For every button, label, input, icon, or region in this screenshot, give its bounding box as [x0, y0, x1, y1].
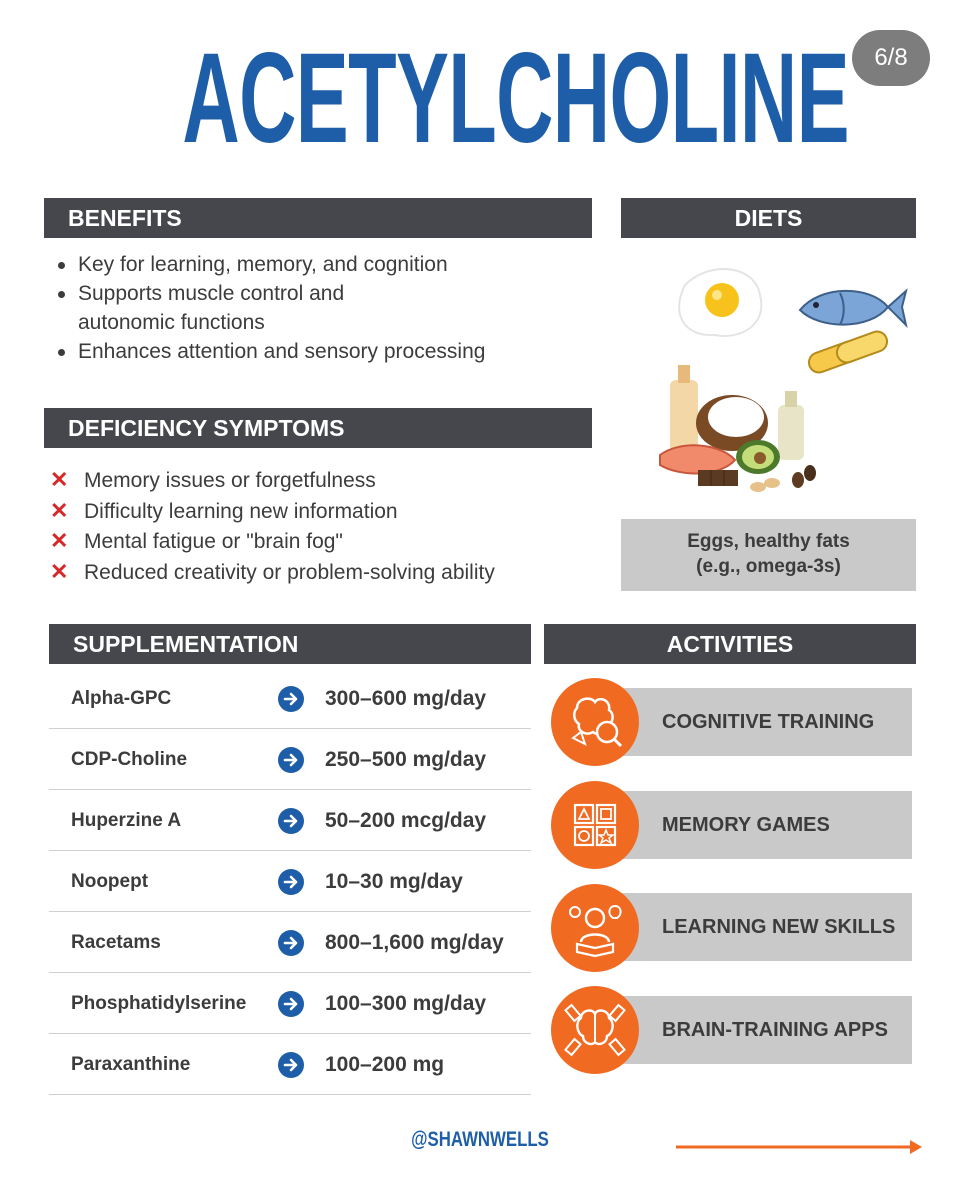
supplement-dose: 250–500 mg/day	[325, 748, 487, 771]
x-mark-icon: ✕	[50, 467, 69, 492]
supplement-dose: 10–30 mg/day	[325, 870, 463, 893]
arrow-right-icon	[278, 1052, 304, 1078]
brain-dumbbell-icon	[551, 986, 639, 1074]
x-mark-icon: ✕	[50, 497, 69, 523]
brain-magnifier-icon	[551, 678, 639, 766]
deficiency-item: ✕ Difficulty learning new information	[50, 496, 610, 527]
deficiency-item: ✕ Mental fatigue or "brain fog"	[50, 526, 610, 557]
activity-icon-circle	[551, 986, 639, 1074]
food-illustration	[640, 255, 920, 495]
avocado-icon	[736, 440, 780, 474]
supplement-dose: 300–600 mg/day	[325, 687, 487, 710]
next-arrow-icon[interactable]	[676, 1136, 926, 1158]
arrow-right-icon	[278, 747, 304, 773]
supplement-row	[49, 912, 531, 973]
benefit-item: Enhances attention and sensory processing	[54, 337, 594, 366]
author-handle[interactable]: @SHAWNWELLS	[411, 1128, 549, 1151]
benefits-header: BENEFITS	[44, 198, 592, 238]
activities-header: ACTIVITIES	[544, 624, 916, 664]
activity-label-bar: MEMORY GAMES	[600, 791, 912, 859]
activity-icon-circle	[551, 781, 639, 869]
benefits-list	[54, 250, 594, 308]
x-mark-icon: ✕	[50, 528, 69, 553]
memory-cards-icon	[551, 781, 639, 869]
page-indicator-badge[interactable]: 6/8	[852, 30, 930, 86]
diets-caption-line: Eggs, healthy fats	[687, 531, 850, 552]
supplement-dose: 50–200 mcg/day	[325, 809, 487, 832]
page-title: ACETYLCHOLINE	[182, 27, 849, 170]
deficiency-list	[50, 465, 610, 587]
supplement-row	[49, 729, 531, 790]
supplement-row	[49, 973, 531, 1034]
supplement-row	[49, 668, 531, 729]
benefit-item: Supports muscle control and	[54, 279, 594, 308]
supplement-dose: 100–300 mg/day	[325, 992, 487, 1015]
diets-caption-line: (e.g., omega-3s)	[696, 556, 841, 577]
benefit-item: Key for learning, memory, and cognition	[54, 250, 594, 279]
supplementation-header: SUPPLEMENTATION	[49, 624, 531, 664]
deficiency-item: ✕ Memory issues or forgetfulness	[50, 465, 610, 496]
activity-label-bar: BRAIN-TRAINING APPS	[600, 996, 912, 1064]
supplement-name: CDP-Choline	[71, 749, 188, 770]
chocolate-icon	[698, 470, 738, 486]
diets-header: DIETS	[621, 198, 916, 238]
supplement-row	[49, 851, 531, 912]
supplement-row	[49, 790, 531, 851]
reading-person-icon	[551, 884, 639, 972]
activity-icon-circle	[551, 678, 639, 766]
supplement-name: Paraxanthine	[71, 1054, 191, 1075]
arrow-right-icon	[278, 991, 304, 1017]
activity-label-bar: LEARNING NEW SKILLS	[600, 893, 912, 961]
arrow-right-icon	[278, 869, 304, 895]
activity-label-bar: COGNITIVE TRAINING	[600, 688, 912, 756]
supplement-row	[49, 1034, 531, 1095]
supplement-name: Phosphatidylserine	[71, 993, 247, 1014]
supplement-dose: 800–1,600 mg/day	[325, 931, 504, 954]
supplement-name: Alpha-GPC	[71, 688, 172, 709]
benefits-list-cont	[54, 337, 594, 366]
capsule-icon	[806, 329, 890, 376]
supplement-name: Huperzine A	[71, 810, 182, 831]
activity-icon-circle	[551, 884, 639, 972]
arrow-right-icon	[278, 808, 304, 834]
deficiency-header: DEFICIENCY SYMPTOMS	[44, 408, 592, 448]
arrow-right-icon	[278, 686, 304, 712]
supplement-name: Noopept	[71, 871, 149, 892]
supplement-name: Racetams	[71, 932, 161, 953]
benefit-item-continuation: autonomic functions	[78, 311, 265, 334]
supplement-dose: 100–200 mg	[325, 1053, 445, 1076]
arrow-right-icon	[278, 930, 304, 956]
x-mark-icon: ✕	[50, 558, 69, 584]
deficiency-item: ✕ Reduced creativity or problem-solving ability	[50, 557, 610, 588]
egg-icon	[679, 269, 761, 336]
diets-caption-box	[621, 519, 916, 591]
fish-icon	[800, 291, 906, 325]
